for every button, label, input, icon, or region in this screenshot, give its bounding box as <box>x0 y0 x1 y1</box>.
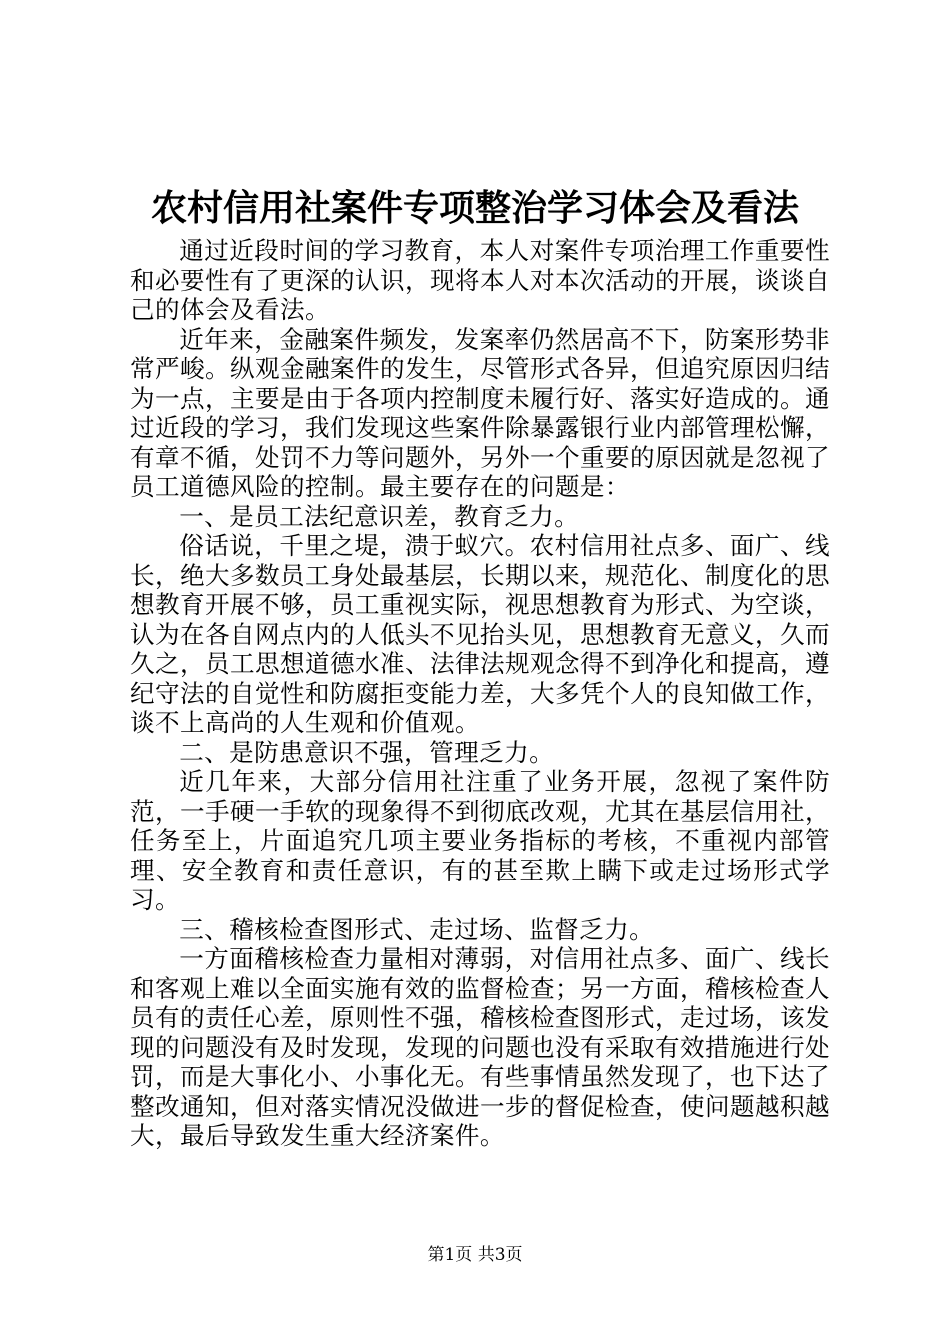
section-heading-1: 一、是员工法纪意识差，教育乏力。 <box>179 501 580 531</box>
document-title: 农村信用社案件专项整治学习体会及看法 <box>150 187 799 229</box>
paragraph-section-2: 近几年来，大部分信用社注重了业务开展，忽视了案件防范，一手硬一手软的现象得不到彻底改观，尤其在基层信用社，任务至上，片面追究几项主要业务指标的考核，不重视内部管理、安全教育和责任意识，有的甚至欺上瞒下或走过场形式学习。 <box>130 767 830 914</box>
paragraph-intro: 通过近段时间的学习教育，本人对案件专项治理工作重要性和必要性有了更深的认识，现将本人对本次活动的开展，谈谈自己的体会及看法。 <box>130 236 830 324</box>
paragraph-section-3: 一方面稽核检查力量相对薄弱，对信用社点多、面广、线长和客观上难以全面实施有效的监督检查；另一方面，稽核检查人员有的责任心差，原则性不强，稽核检查图形式，走过场，该发现的问题没有及时发现，发现的问题也没有采取有效措施进行处罚，而是大事化小、小事化无。有些事情虽然发现了，也下达了整改通知，但对落实情况没做进一步的督促检查，使问题越积越大，最后导致发生重大经济案件。 <box>130 944 830 1150</box>
paragraph-section-1: 俗话说，千里之堤，溃于蚁穴。农村信用社点多、面广、线长，绝大多数员工身处最基层，长期以来，规范化、制度化的思想教育开展不够，员工重视实际，视思想教育为形式、为空谈，认为在各自网点内的人低头不见抬头见，思想教育无意义，久而久之，员工思想道德水准、法律法规观念得不到净化和提高，遵纪守法的自觉性和防腐拒变能力差，大多凭个人的良知做工作，谈不上高尚的人生观和价值观。 <box>130 531 830 737</box>
document-body <box>130 236 830 1151</box>
page-number-footer: 第1页 共3页 <box>427 1245 523 1265</box>
section-heading-3: 三、稽核检查图形式、走过场、监督乏力。 <box>179 914 655 944</box>
paragraph-background: 近年来，金融案件频发，发案率仍然居高不下，防案形势非常严峻。纵观金融案件的发生，尽管形式各异，但追究原因归结为一点，主要是由于各项内控制度未履行好、落实好造成的。通过近段的学习，我们发现这些案件除暴露银行业内部管理松懈，有章不循，处罚不力等问题外，另外一个重要的原因就是忽视了员工道德风险的控制。最主要存在的问题是： <box>130 324 830 501</box>
section-heading-2: 二、是防患意识不强，管理乏力。 <box>179 737 555 767</box>
